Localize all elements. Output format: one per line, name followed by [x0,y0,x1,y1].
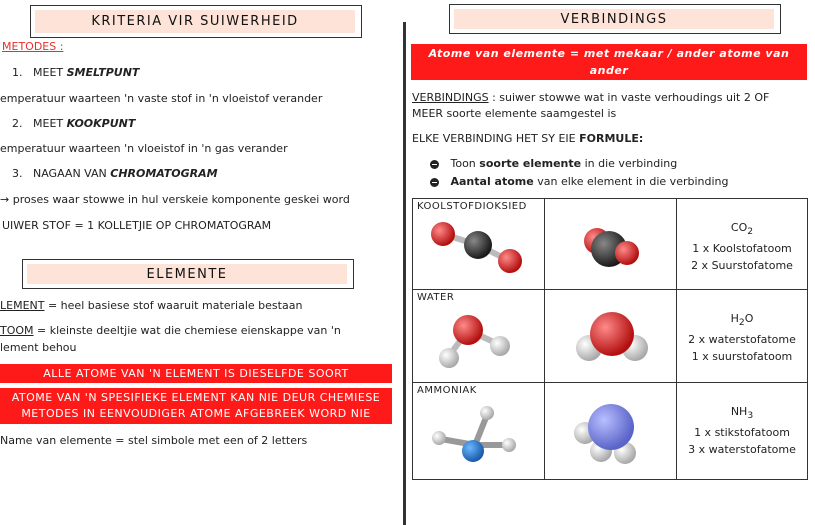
verbindings-header [449,4,781,34]
verbindings-definition: VERBINDINGS : suiwer stowwe wat in vaste verhoudings uit 2 OF [412,91,770,104]
co2-space-fill-icon [545,199,676,290]
method-item-3: 3. NAGAAN VAN CHROMATOGRAM [12,167,218,180]
verbindings-banner: Atome van elemente = met mekaar / ander atome van ander elemente reageer om VERBINDINGS te vorm [411,44,807,80]
column-divider [403,22,406,525]
formula: $H_2O$ [730,312,754,329]
compound-name: WATER [417,292,455,303]
formule-line: ELKE VERBINDING HET SY EIE FORMULE: [412,132,644,145]
verbindings-definition-cont: MEER soorte elemente saamgestel is [412,107,617,120]
formula-cell: $NH_3$ 1 x stikstofatoom 3 x waterstofatome [677,383,808,480]
element-names-line: Name van elemente = stel simbole met een of 2 letters [0,434,308,447]
method-item-2-desc: emperatuur waarteen 'n vloeistof in 'n gas verander [0,142,288,155]
atoom-definition-cont: lement behou [0,341,77,354]
ammonia-ball-stick-icon [413,383,544,480]
method-item-3-desc: → proses waar stowwe in hul verskeie komponente geskei word [0,193,350,206]
table-row [413,290,808,383]
compound-name: KOOLSTOFDIOKSIED [417,201,527,212]
verbindings-header-text: VERBINDINGS [560,11,668,27]
method-item-1-desc: emperatuur waarteen 'n vaste stof in 'n vloeistof verander [0,92,323,105]
elemente-header-text: ELEMENTE [146,266,228,282]
formula-cell: $H_2O$ 2 x waterstofatome 1 x suurstofatoom [677,290,808,383]
table-row [413,199,808,290]
method-item-1: 1. MEET SMELTPUNT [12,66,140,79]
kriteria-header-text: KRITERIA VIR SUIWERHEID [91,14,299,29]
formula-cell: $CO_2$ 1 x Koolstofatoom 2 x Suurstofatome [677,199,808,290]
water-ball-stick-icon [413,290,544,383]
metodes-label: METODES : [2,40,64,53]
method-item-2: 2. MEET KOOKPUNT [12,117,136,130]
compound-name: AMMONIAK [417,385,477,396]
bullet-icon [430,178,439,187]
arrow-icon: → [0,193,10,206]
elemente-header [22,259,354,289]
compound-table [412,198,808,480]
water-space-fill-icon [545,290,676,383]
suiwer-stof-line: UIWER STOF = 1 KOLLETJIE OP CHROMATOGRAM [2,219,272,232]
formula: $CO_2$ [730,221,754,238]
red-banner-atoms-break: ATOME VAN 'N SPESIFIEKE ELEMENT KAN NIE DEUR CHEMIESE METODES IN EENVOUDIGER ATOME AFGEBREEK WORD NIE [0,388,392,424]
kriteria-header [30,5,362,38]
bullet-item-2: Aantal atome van elke element in die verbinding [430,175,729,188]
element-definition: LEMENT = heel basiese stof waaruit materiale bestaan [0,299,303,312]
formula: $NH_3$ [730,405,754,422]
red-banner-atoms-same: ALLE ATOME VAN 'N ELEMENT IS DIESELFDE SOORT [0,364,392,383]
ammonia-space-fill-icon [545,383,676,480]
bullet-item-1: Toon soorte elemente in die verbinding [430,157,677,170]
co2-ball-stick-icon [413,199,544,290]
bullet-icon [430,160,439,169]
table-row [413,383,808,480]
atoom-definition: TOOM = kleinste deeltjie wat die chemiese eienskappe van 'n [0,324,341,337]
